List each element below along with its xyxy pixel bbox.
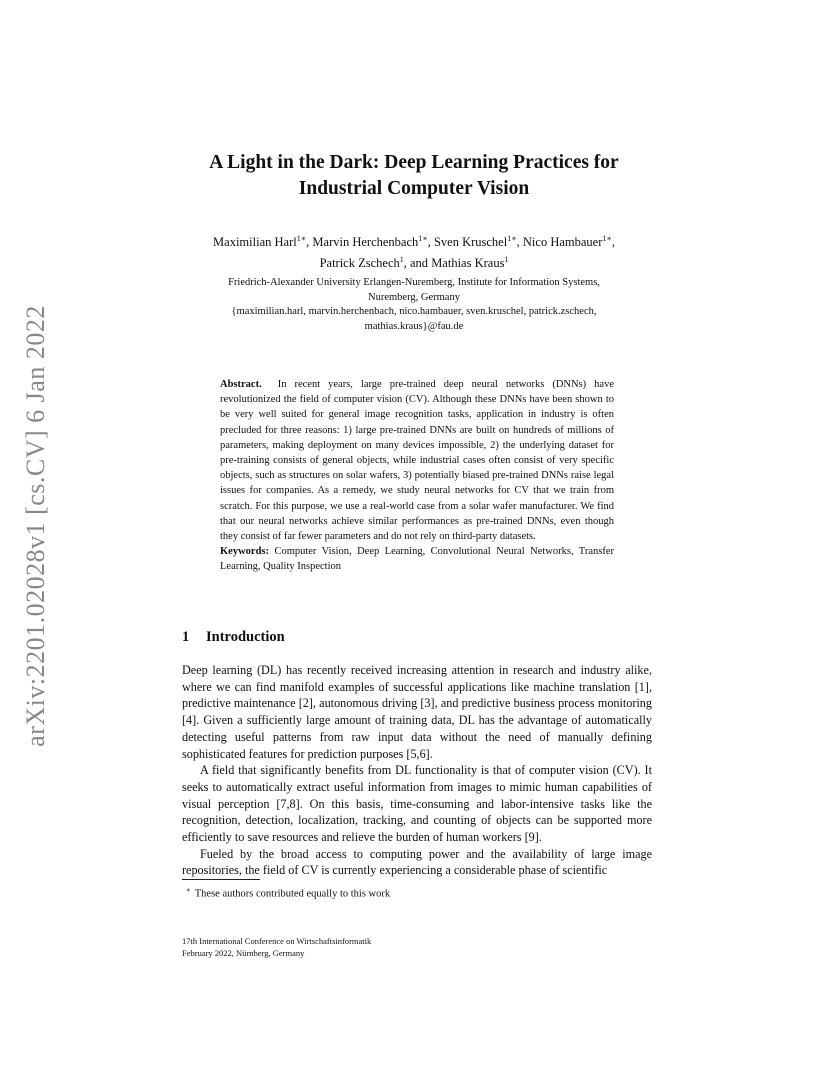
affiliation-line: Friedrich-Alexander University Erlangen-Nuremberg, Institute for Information Systems, <box>228 277 600 288</box>
section-title: Introduction <box>206 629 285 645</box>
author-name: Nico Hambauer <box>522 235 603 250</box>
conference-name: 17th International Conference on Wirtschaftsinformatik <box>182 936 372 946</box>
author-affil-mark: 1 <box>504 255 509 265</box>
email-line: {maximilian.harl, marvin.herchenbach, nico.hambauer, sven.kruschel, patrick.zschech, <box>231 306 597 317</box>
footnote-text: These authors contributed equally to this work <box>194 888 391 900</box>
keywords-label: Keywords: <box>220 546 269 558</box>
email-line: mathias.kraus}@fau.de <box>364 320 464 332</box>
conference-info <box>182 936 371 959</box>
body-paragraph: Fueled by the broad access to computing power and the availability of large image repositories, the field of CV is currently experiencing a considerable phase of scientific <box>182 846 652 878</box>
body-paragraph: A field that significantly benefits from DL functionality is that of computer vision (CV). It seeks to automatically extract useful information from images to mimic human capabilities of visual perception [7,8]. On this basis, time-consuming and labor-intensive tasks like the recognition, detection, localization, tracking, and counting of objects can be supported more efficiently to save resources and relieve the burden of human workers [9]. <box>182 763 652 845</box>
affiliation-line: Nuremberg, Germany <box>368 291 460 303</box>
author-affil-mark: 1∗ <box>507 234 517 243</box>
body-text <box>182 662 652 879</box>
conference-date: February 2022, Nürnberg, Germany <box>182 947 305 958</box>
abstract-text: In recent years, large pre-trained deep neural networks (DNNs) have revolutionized the field of computer vision (CV). Although these DNNs have been shown to be very well suited for general image recognition tasks, application in industry is often precluded for three reasons: 1) large pre-trained DNNs are built on hundreds of millions of parameters, making deployment on many devices impossible, 2) the underlying dataset for pre-training consists of general objects, while industrial cases often consist of very specific objects, such as structures on solar wafers, 3) potentially biased pre-trained DNNs raise legal issues for companies. As a remedy, we study neural networks for CV that we train from scratch. For this purpose, we use a real-world case from a solar wafer manufacturer. We find that our neural networks achieve similar performances as pre-trained DNNs, even though they consist of far fewer parameters and do not rely on third-party datasets. <box>220 379 615 543</box>
author-affil-mark: 1∗ <box>602 234 612 243</box>
keywords-paragraph <box>220 544 614 574</box>
author-affil-mark: 1∗ <box>418 234 428 243</box>
arxiv-identifier: arXiv:2201.02028v1 [cs.CV] 6 Jan 2022 <box>21 305 50 747</box>
author-affil-mark: 1 <box>399 255 404 265</box>
author-line-2: Patrick Zschech$^1$, and Mathias Kraus$^1$ <box>319 255 509 271</box>
section-heading <box>182 629 285 646</box>
author-list <box>180 230 648 272</box>
title-line-1: A Light in the Dark: Deep Learning Practices for <box>209 152 619 173</box>
body-paragraph: Deep learning (DL) has recently received increasing attention in research and industry alike, where we can find manifold examples of successful applications like machine translation [1], predictive maintenance [2], autonomous driving [3], and predictive business process monitoring [4]. Given a sufficiently large amount of training data, DL has the advantage of automatically detecting useful patterns from raw input data without the need of manually defining sophisticated features for prediction purposes [5,6]. <box>182 663 652 761</box>
section-number: 1 <box>182 629 190 645</box>
author-name: Patrick Zschech <box>319 256 400 271</box>
title-line-2: Industrial Computer Vision <box>298 178 530 199</box>
author-name: Marvin Herchenbach <box>312 235 419 250</box>
affiliation-block <box>180 276 648 334</box>
abstract-block <box>220 377 614 575</box>
author-name: Maximilian Harl <box>213 235 297 250</box>
keywords-text: Computer Vision, Deep Learning, Convolutional Neural Networks, Transfer Learning, Quality Inspection <box>220 546 615 573</box>
arxiv-stamp <box>16 296 56 756</box>
abstract-label: Abstract. <box>220 379 262 390</box>
paper-title <box>160 150 668 202</box>
footnote <box>186 886 390 900</box>
abstract-paragraph <box>220 377 614 544</box>
author-affil-mark: 1∗ <box>296 234 307 243</box>
footnote-rule <box>182 879 260 880</box>
footnote-mark: ∗ <box>186 886 191 894</box>
author-name: Mathias Kraus <box>431 256 505 271</box>
author-name: Sven Kruschel <box>433 235 508 250</box>
author-line-1: Maximilian Harl$^{1∗}$, Marvin Herchenbach$^{1∗}$, Sven Kruschel$^{1∗}$, Nico Hambauer$^{1∗}$, <box>213 234 615 250</box>
